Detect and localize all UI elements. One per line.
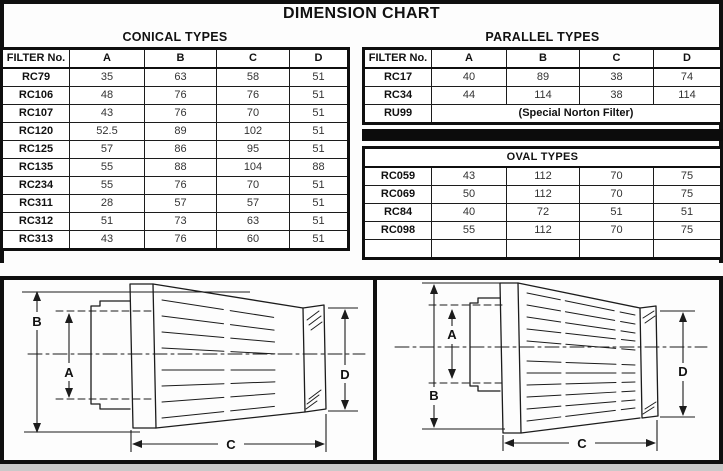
filter-no-cell: RC125 bbox=[2, 141, 70, 159]
value-cell: 51 bbox=[290, 123, 349, 141]
dim-label-c: C bbox=[577, 436, 587, 451]
value-cell: 50 bbox=[432, 186, 507, 204]
value-cell: 76 bbox=[145, 177, 217, 195]
conical-filter-diagram bbox=[0, 280, 373, 460]
value-cell: 51 bbox=[290, 105, 349, 123]
table-row bbox=[364, 222, 722, 240]
cone-pleats bbox=[162, 300, 297, 418]
value-cell: 44 bbox=[432, 87, 507, 105]
dim-label-d: D bbox=[340, 367, 350, 382]
value-cell: 51 bbox=[654, 204, 722, 222]
header-b: B bbox=[145, 49, 217, 69]
header-c: C bbox=[217, 49, 290, 69]
value-cell: 55 bbox=[70, 177, 145, 195]
table-row bbox=[2, 105, 349, 123]
cone-top-edge bbox=[153, 284, 303, 308]
value-cell: 75 bbox=[654, 222, 722, 240]
value-cell: 75 bbox=[654, 167, 722, 186]
value-cell: 51 bbox=[290, 213, 349, 231]
parallel-types-heading: PARALLEL TYPES bbox=[485, 30, 600, 44]
dim-label-a: A bbox=[64, 365, 74, 380]
table-row bbox=[364, 167, 722, 186]
cone-top-edge bbox=[518, 283, 640, 308]
value-cell: 86 bbox=[145, 141, 217, 159]
value-cell: 70 bbox=[580, 222, 654, 240]
header-c: C bbox=[580, 49, 654, 69]
dim-label-a: A bbox=[447, 327, 457, 342]
header-a: A bbox=[432, 49, 507, 69]
filter-no-cell: RC311 bbox=[2, 195, 70, 213]
dim-label-b: B bbox=[32, 314, 42, 329]
value-cell: 43 bbox=[432, 167, 507, 186]
value-cell: 57 bbox=[145, 195, 217, 213]
value-cell: 51 bbox=[290, 141, 349, 159]
value-cell: 57 bbox=[217, 195, 290, 213]
section-separator-bar bbox=[362, 129, 723, 141]
value-cell: 40 bbox=[432, 204, 507, 222]
table-row bbox=[2, 159, 349, 177]
value-cell: 70 bbox=[580, 186, 654, 204]
table-row bbox=[2, 177, 349, 195]
dim-label-c: C bbox=[226, 437, 236, 452]
parallel-types-table bbox=[362, 47, 723, 125]
filter-no-cell: RC106 bbox=[2, 87, 70, 105]
empty-cell bbox=[580, 240, 654, 259]
filter-no-cell: RC313 bbox=[2, 231, 70, 250]
filter-no-cell: RC069 bbox=[364, 186, 432, 204]
filter-flange bbox=[130, 284, 156, 428]
value-cell: 63 bbox=[145, 68, 217, 87]
cone-bottom-edge bbox=[521, 418, 640, 433]
table-row bbox=[2, 213, 349, 231]
table-row bbox=[2, 68, 349, 87]
value-cell: 88 bbox=[145, 159, 217, 177]
special-note-cell: (Special Norton Filter) bbox=[432, 105, 722, 124]
value-cell: 60 bbox=[217, 231, 290, 250]
oval-types-heading: OVAL TYPES bbox=[364, 148, 722, 168]
header-b: B bbox=[507, 49, 580, 69]
table-header-row bbox=[2, 49, 349, 69]
empty-cell bbox=[364, 240, 432, 259]
table-header-row bbox=[364, 49, 722, 69]
oval-types-table bbox=[362, 146, 723, 260]
filter-no-cell: RC135 bbox=[2, 159, 70, 177]
value-cell: 112 bbox=[507, 167, 580, 186]
end-cap bbox=[640, 306, 658, 418]
table-row bbox=[364, 87, 722, 105]
empty-cell bbox=[432, 240, 507, 259]
filter-no-cell: RU99 bbox=[364, 105, 432, 124]
table-row bbox=[2, 231, 349, 250]
value-cell: 88 bbox=[290, 159, 349, 177]
value-cell: 55 bbox=[432, 222, 507, 240]
table-row bbox=[2, 141, 349, 159]
dim-label-b: B bbox=[429, 388, 439, 403]
value-cell: 48 bbox=[70, 87, 145, 105]
value-cell: 40 bbox=[432, 68, 507, 87]
value-cell: 89 bbox=[145, 123, 217, 141]
conical-types-table bbox=[0, 47, 350, 251]
filter-flange bbox=[500, 283, 521, 433]
value-cell: 114 bbox=[507, 87, 580, 105]
value-cell: 35 bbox=[70, 68, 145, 87]
filter-no-cell: RC059 bbox=[364, 167, 432, 186]
filter-no-cell: RC312 bbox=[2, 213, 70, 231]
header-filter-no: FILTER No. bbox=[364, 49, 432, 69]
value-cell: 76 bbox=[217, 87, 290, 105]
value-cell: 114 bbox=[654, 87, 722, 105]
value-cell: 95 bbox=[217, 141, 290, 159]
header-a: A bbox=[70, 49, 145, 69]
oval-types-heading-row bbox=[364, 148, 722, 168]
conical-types-heading: CONICAL TYPES bbox=[122, 30, 228, 44]
value-cell: 63 bbox=[217, 213, 290, 231]
header-filter-no: FILTER No. bbox=[2, 49, 70, 69]
value-cell: 70 bbox=[217, 177, 290, 195]
value-cell: 72 bbox=[507, 204, 580, 222]
parallel-filter-diagram bbox=[377, 280, 719, 460]
value-cell: 75 bbox=[654, 186, 722, 204]
header-d: D bbox=[290, 49, 349, 69]
empty-cell bbox=[654, 240, 722, 259]
value-cell: 112 bbox=[507, 222, 580, 240]
value-cell: 74 bbox=[654, 68, 722, 87]
value-cell: 51 bbox=[290, 87, 349, 105]
table-row bbox=[364, 204, 722, 222]
value-cell: 28 bbox=[70, 195, 145, 213]
value-cell: 51 bbox=[290, 177, 349, 195]
value-cell: 57 bbox=[70, 141, 145, 159]
value-cell: 51 bbox=[70, 213, 145, 231]
filter-no-cell: RC098 bbox=[364, 222, 432, 240]
value-cell: 73 bbox=[145, 213, 217, 231]
cap-hatching bbox=[643, 311, 656, 414]
value-cell: 102 bbox=[217, 123, 290, 141]
value-cell: 38 bbox=[580, 87, 654, 105]
value-cell: 38 bbox=[580, 68, 654, 87]
table-row bbox=[364, 68, 722, 87]
cone-bottom-edge bbox=[156, 412, 305, 428]
table-row bbox=[2, 195, 349, 213]
value-cell: 55 bbox=[70, 159, 145, 177]
value-cell: 51 bbox=[290, 195, 349, 213]
value-cell: 58 bbox=[217, 68, 290, 87]
header-d: D bbox=[654, 49, 722, 69]
cone-pleats bbox=[527, 293, 635, 421]
value-cell: 112 bbox=[507, 186, 580, 204]
value-cell: 51 bbox=[580, 204, 654, 222]
table-row bbox=[364, 186, 722, 204]
filter-no-cell: RC107 bbox=[2, 105, 70, 123]
dim-label-d: D bbox=[678, 364, 688, 379]
value-cell: 70 bbox=[217, 105, 290, 123]
empty-row bbox=[364, 240, 722, 259]
page-edge-shadow bbox=[0, 464, 723, 471]
value-cell: 104 bbox=[217, 159, 290, 177]
table-row bbox=[2, 87, 349, 105]
filter-no-cell: RC120 bbox=[2, 123, 70, 141]
value-cell: 51 bbox=[290, 68, 349, 87]
value-cell: 43 bbox=[70, 231, 145, 250]
filter-neck bbox=[470, 298, 500, 391]
filter-neck bbox=[91, 301, 130, 409]
cap-hatching bbox=[306, 311, 322, 409]
value-cell: 76 bbox=[145, 231, 217, 250]
filter-no-cell: RC234 bbox=[2, 177, 70, 195]
special-filter-row bbox=[364, 105, 722, 124]
value-cell: 43 bbox=[70, 105, 145, 123]
empty-cell bbox=[507, 240, 580, 259]
value-cell: 89 bbox=[507, 68, 580, 87]
value-cell: 52.5 bbox=[70, 123, 145, 141]
value-cell: 76 bbox=[145, 87, 217, 105]
filter-no-cell: RC34 bbox=[364, 87, 432, 105]
value-cell: 76 bbox=[145, 105, 217, 123]
value-cell: 51 bbox=[290, 231, 349, 250]
filter-no-cell: RC17 bbox=[364, 68, 432, 87]
filter-no-cell: RC79 bbox=[2, 68, 70, 87]
page-title: DIMENSION CHART bbox=[282, 5, 441, 22]
filter-no-cell: RC84 bbox=[364, 204, 432, 222]
table-row bbox=[2, 123, 349, 141]
value-cell: 70 bbox=[580, 167, 654, 186]
